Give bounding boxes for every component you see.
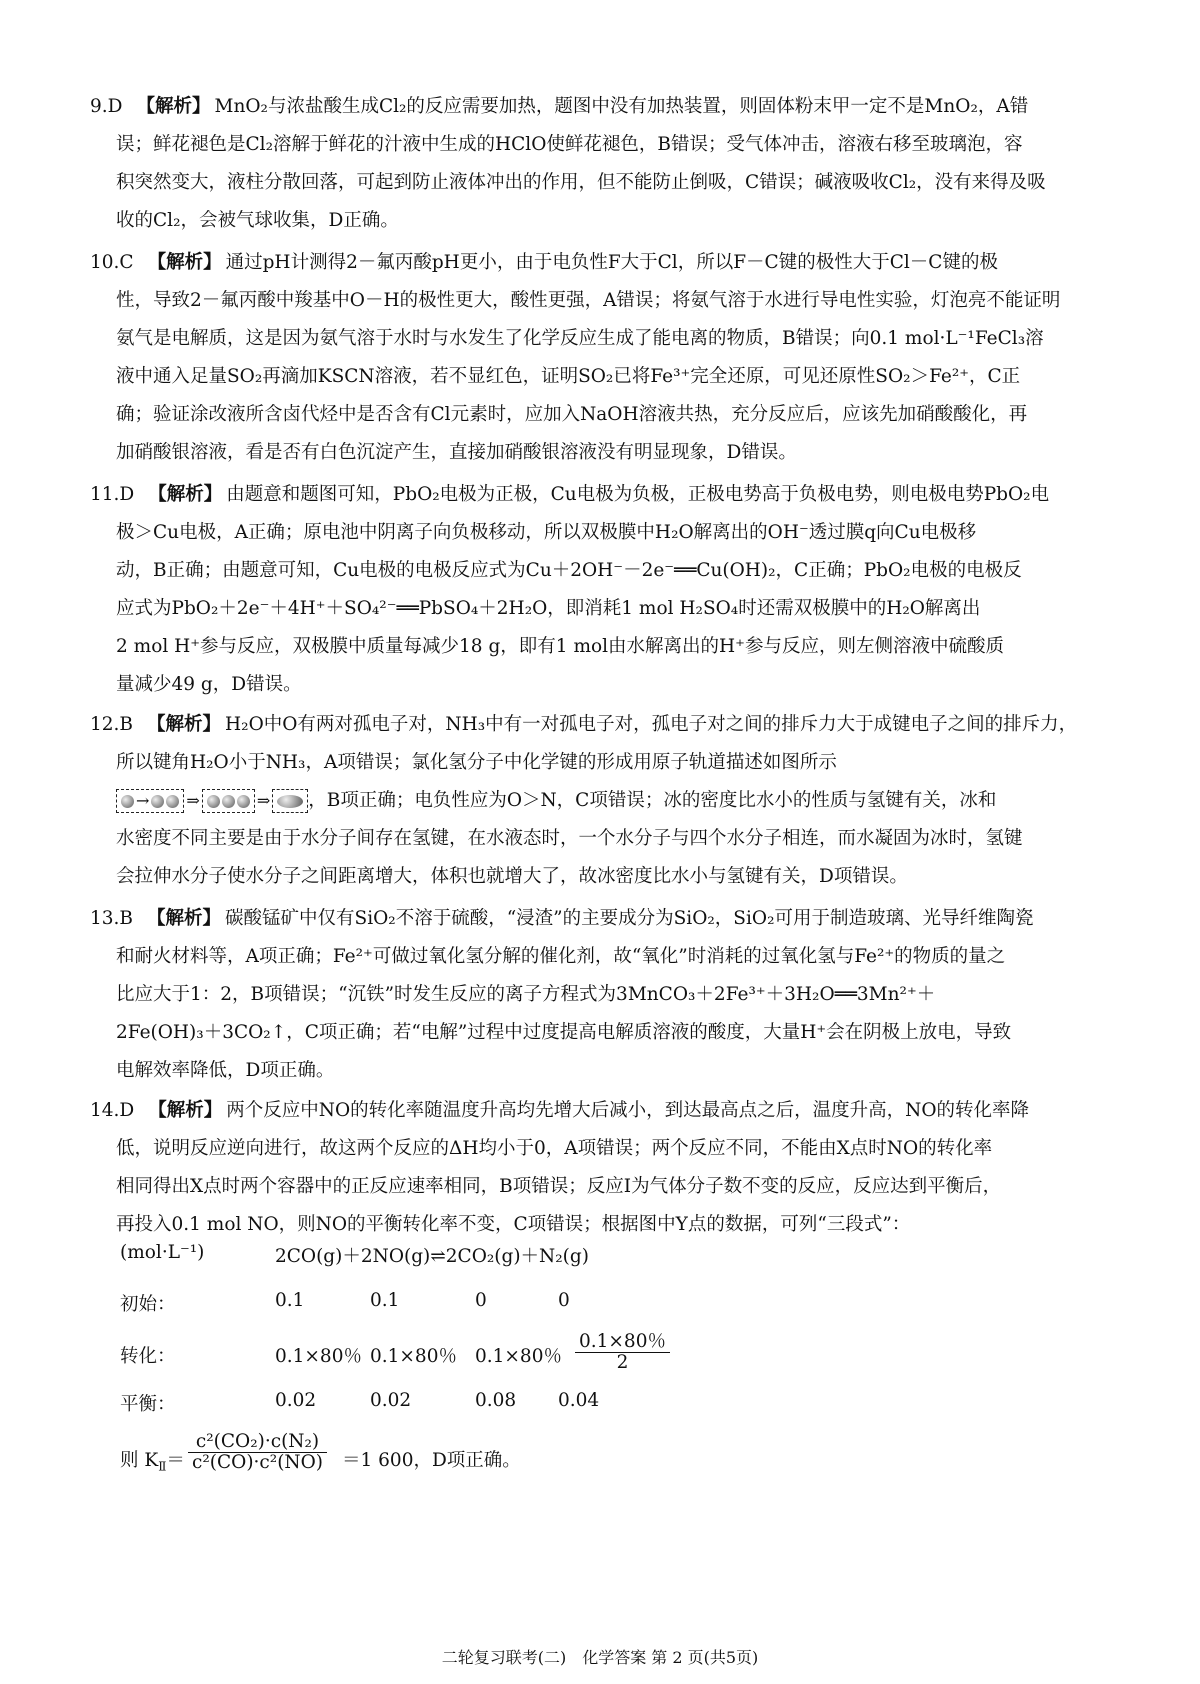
q12-number: 12.B [90, 714, 134, 735]
q12-line-3-text: ，B项正确；电负性应为O＞N，C项错误；冰的密度比水小的性质与氢键有关，冰和 [308, 790, 997, 811]
q13-line-3: 比应大于1：2，B项错误；“沉铁”时发生反应的离子方程式为3MnCO₃＋2Fe³⁺＋3H₂O══3Mn²⁺＋ [116, 984, 936, 1005]
cell-co2: 0.08 [475, 1390, 517, 1411]
cell-co: 0.02 [275, 1390, 317, 1411]
q9-line-3: 积突然变大，液柱分散回落，可起到防止液体冲出的作用，但不能防止倒吸，C错误；碱液吸收Cl₂，没有来得及吸 [116, 172, 1046, 193]
orbital-overlap-diagram [116, 782, 308, 820]
q12-line-1: H₂O中O有两对孤电子对，NH₃中有一对孤电子对，孤电子对之间的排斥力大于成键电子之间的排斥力， [225, 714, 1078, 735]
q14-tag: 【解析】 [148, 1100, 223, 1121]
q11-line-4: 应式为PbO₂＋2e⁻＋4H⁺＋SO₄²⁻══PbSO₄＋2H₂O，即消耗1 mol H₂SO₄时还需双极膜中的H₂O解离出 [116, 598, 981, 619]
fraction-numerator: 0.1×80％ [575, 1332, 670, 1353]
row-label: 初始： [120, 1294, 176, 1315]
q14-line-1: 两个反应中NO的转化率随温度升高均先增大后减小，到达最高点之后，温度升高，NO的转化率降 [226, 1100, 1029, 1121]
q11-tag: 【解析】 [148, 484, 223, 505]
unit-label: (mol·L⁻¹) [120, 1242, 205, 1263]
q9-line-1: MnO₂与浓盐酸生成Cl₂的反应需要加热，题图中没有加热装置，则固体粉末甲一定不是MnO₂，A错 [214, 96, 1029, 117]
q13-line-4: 2Fe(OH)₃＋3CO₂↑，C项正确；若“电解”过程中过度提高电解质溶液的酸度，大量H⁺会在阴极上放电，导致 [116, 1022, 1012, 1043]
k-prefix: 则 $K_Ⅱ=$ [120, 1450, 185, 1474]
cell-n2: 0.04 [558, 1390, 600, 1411]
q14-line-2: 低，说明反应逆向进行，故这两个反应的ΔH均小于0，A项错误；两个反应不同，不能由X点时NO的转化率 [116, 1138, 993, 1159]
q12-line-4: 水密度不同主要是由于水分子间存在氢键，在水液态时，一个水分子与四个水分子相连，而水凝固为冰时，氢键 [116, 828, 1023, 849]
q11-line-1: 由题意和题图可知，PbO₂电极为正极，Cu电极为负极，正极电势高于负极电势，则电极电势PbO₂电 [226, 484, 1050, 505]
row-label: 转化： [120, 1346, 176, 1367]
q12-line-2: 所以键角H₂O小于NH₃，A项错误；氯化氢分子中化学键的形成用原子轨道描述如图所示 [116, 752, 837, 773]
reaction-equation: 2CO(g)＋2NO(g)⇌2CO₂(g)＋N₂(g) [275, 1246, 589, 1267]
cell-co2: 0 [475, 1290, 487, 1311]
q9-tag: 【解析】 [136, 96, 211, 117]
q13-line-2: 和耐火材料等，A项正确；Fe²⁺可做过氧化氢分解的催化剂，故“氧化”时消耗的过氧化氢与Fe²⁺的物质的量之 [116, 946, 1006, 967]
row-label: 平衡： [120, 1394, 176, 1415]
cell-no: 0.1 [370, 1290, 400, 1311]
q9-number: 9.D [90, 96, 123, 117]
k-numerator: c²(CO₂)·c(N₂) [188, 1432, 327, 1453]
q9-line-2: 误；鲜花褪色是Cl₂溶解于鲜花的汁液中生成的HClO使鲜花褪色，B错误；受气体冲击，溶液右移至玻璃泡，容 [116, 134, 1023, 155]
arrow-icon: ⇒ [186, 791, 200, 810]
q10-line-3: 氨气是电解质，这是因为氨气溶于水时与水发生了化学反应生成了能电离的物质，B错误；向0.1 mol·L⁻¹FeCl₃溶 [116, 328, 1044, 349]
q10-line-5: 确；验证涂改液所含卤代烃中是否含有Cl元素时，应加入NaOH溶液共热，充分反应后，应该先加硝酸酸化，再 [116, 404, 1028, 425]
question-13 [90, 900, 1112, 1090]
q10-line-1: 通过pH计测得2－氟丙酸pH更小，由于电负性F大于Cl，所以F－C键的极性大于Cl－C键的极 [225, 252, 998, 273]
question-9 [90, 88, 1112, 240]
q12-line-5: 会拉伸水分子使水分子之间距离增大，体积也就增大了，故冰密度比水小与氢键有关，D项错误。 [116, 866, 908, 887]
q13-line-1: 碳酸锰矿中仅有SiO₂不溶于硫酸，“浸渣”的主要成分为SiO₂，SiO₂可用于制造玻璃、光导纤维陶瓷 [225, 908, 1034, 929]
q9-line-4: 收的Cl₂，会被气球收集，D正确。 [116, 210, 399, 231]
cell-no: 0.1×80％ [370, 1346, 457, 1367]
orbital-box-approach [202, 789, 255, 813]
k-result: ＝1 600，D项正确。 [342, 1450, 521, 1471]
q10-line-6: 加硝酸银溶液，看是否有白色沉淀产生，直接加硝酸银溶液没有明显现象，D错误。 [116, 442, 797, 463]
question-12 [90, 706, 1112, 896]
q13-tag: 【解析】 [147, 908, 222, 929]
orbital-box-separate: → [116, 789, 184, 813]
cell-n2: 0 [558, 1290, 570, 1311]
k-fraction [188, 1432, 327, 1473]
arrow-icon: ⇒ [256, 791, 271, 810]
page-footer: 二轮复习联考(二) 化学答案 第 2 页(共5页) [441, 1648, 759, 1667]
q13-line-5: 电解效率降低，D项正确。 [116, 1060, 335, 1081]
cell-n2-fraction [575, 1332, 670, 1373]
question-10 [90, 244, 1112, 472]
cell-co: 0.1 [275, 1290, 305, 1311]
cell-co: 0.1×80％ [275, 1346, 362, 1367]
q11-line-6: 量减少49 g，D错误。 [116, 674, 302, 695]
q10-line-2: 性，导致2－氟丙酸中羧基中O－H的极性更大，酸性更强，A错误；将氨气溶于水进行导电性实验，灯泡亮不能证明 [116, 290, 1061, 311]
q13-number: 13.B [90, 908, 134, 929]
k-denominator: c²(CO)·c²(NO) [192, 1452, 323, 1473]
q14-number: 14.D [90, 1100, 135, 1121]
q14-line-4: 再投入0.1 mol NO，则NO的平衡转化率不变，C项错误；根据图中Y点的数据，可列“三段式”： [116, 1214, 911, 1235]
cell-co2: 0.1×80％ [475, 1346, 562, 1367]
q11-number: 11.D [90, 484, 135, 505]
question-14 [90, 1092, 1112, 1244]
q11-line-2: 极＞Cu电极，A正确；原电池中阴离子向负极移动，所以双极膜中H₂O解离出的OH⁻透过膜q向Cu电极移 [116, 522, 977, 543]
fraction-denominator: 2 [616, 1352, 629, 1373]
q14-line-3: 相同得出X点时两个容器中的正反应速率相同，B项错误；反应Ⅰ为气体分子数不变的反应，反应达到平衡后， [116, 1176, 1002, 1197]
q10-number: 10.C [90, 252, 134, 273]
cell-no: 0.02 [370, 1390, 412, 1411]
q11-line-3: 动，B正确；由题意可知，Cu电极的电极反应式为Cu＋2OH⁻－2e⁻══Cu(OH)₂，C正确；PbO₂电极的电极反 [116, 560, 1022, 581]
q11-line-5: 2 mol H⁺参与反应，双极膜中质量每减少18 g，即有1 mol由水解离出的H⁺参与反应，则左侧溶液中硫酸质 [116, 636, 1004, 657]
orbital-box-overlap [272, 789, 308, 813]
q12-tag: 【解析】 [147, 714, 222, 735]
k-subscript: Ⅱ [158, 1459, 167, 1474]
q10-tag: 【解析】 [147, 252, 222, 273]
q12-line-3 [90, 782, 1112, 820]
q10-line-4: 液中通入足量SO₂再滴加KSCN溶液，若不显红色，证明SO₂已将Fe³⁺完全还原，可见还原性SO₂＞Fe²⁺，C正 [116, 366, 1021, 387]
question-11 [90, 476, 1112, 704]
